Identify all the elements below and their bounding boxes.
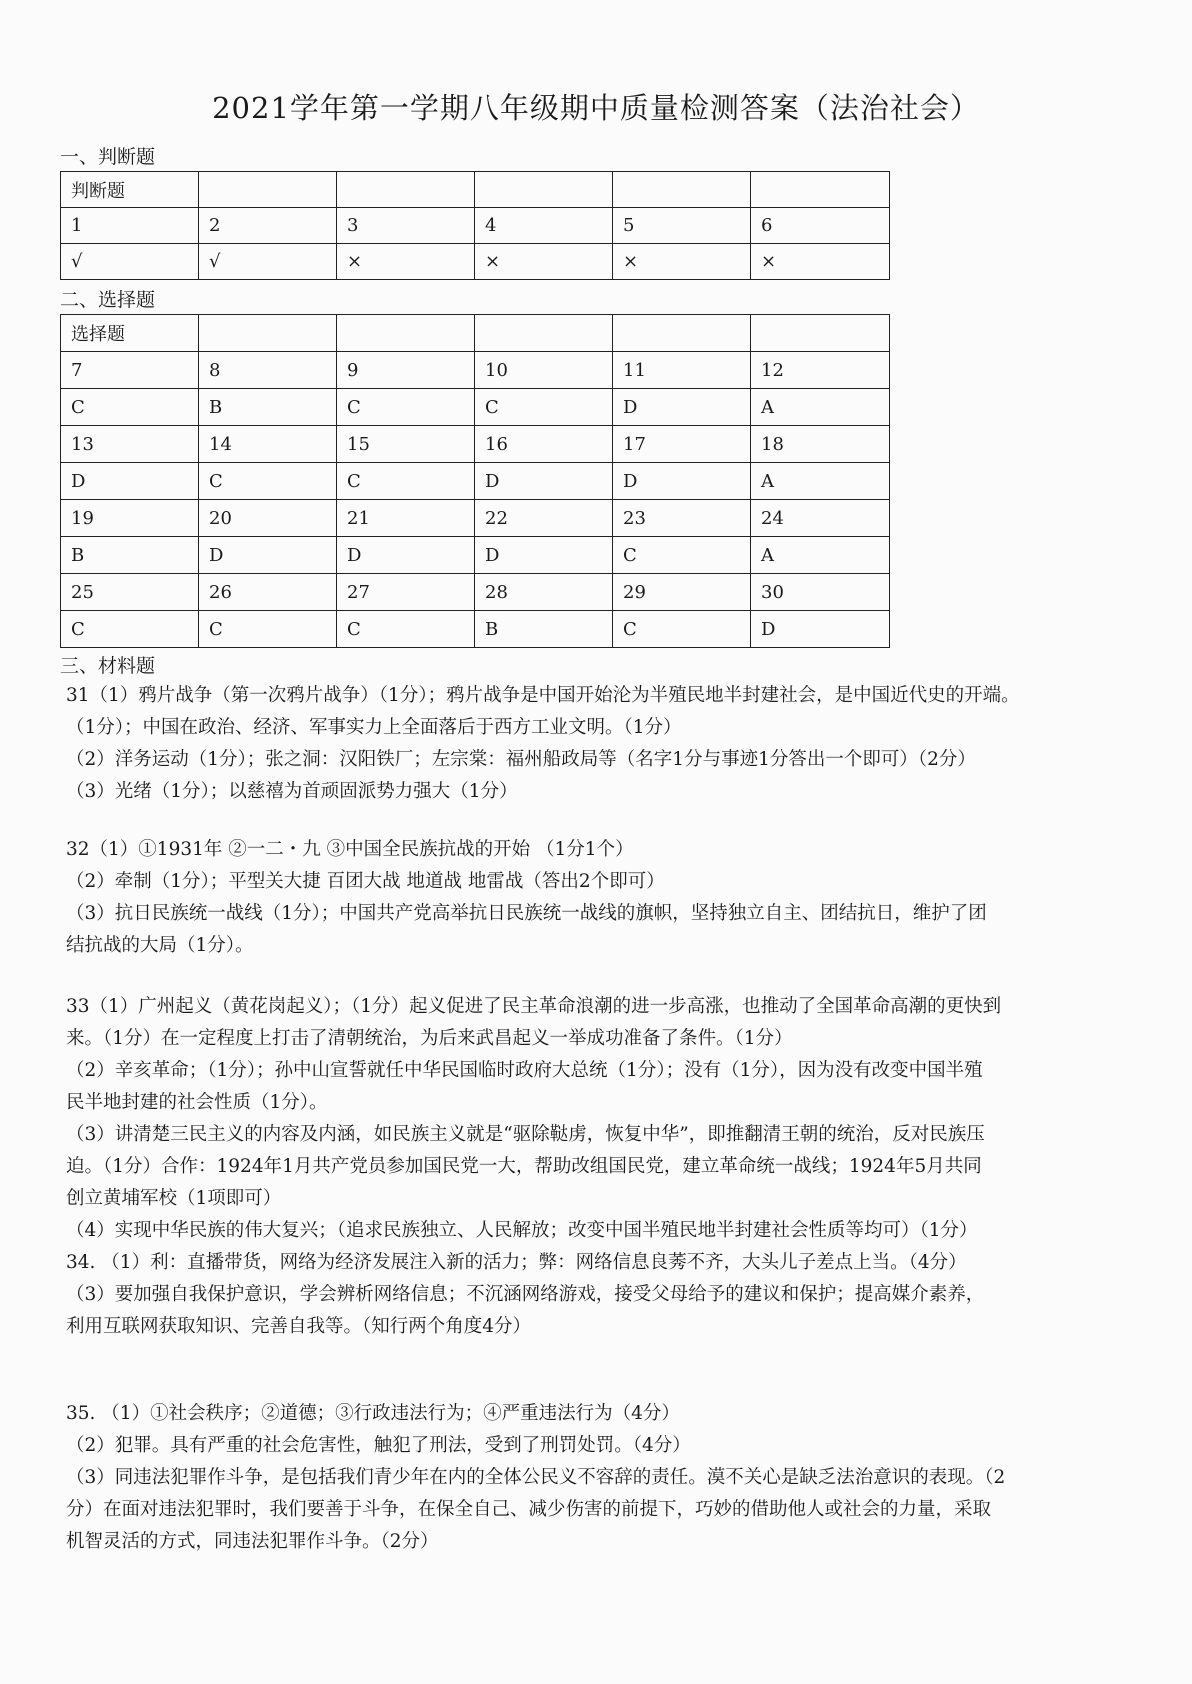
- answer-cell: B: [199, 389, 337, 426]
- question-number: 28: [475, 574, 613, 611]
- answer-cell: C: [61, 611, 199, 648]
- question-number: 5: [613, 208, 751, 244]
- answer-line: （4）实现中华民族的伟大复兴；（追求民族独立、人民解放；改变中国半殖民地半封建社会性质等均可）（1分）: [66, 1220, 978, 1241]
- answer-cell: C: [199, 611, 337, 648]
- answer-cell: ×: [337, 244, 475, 280]
- answer-line: 结抗战的大局（1分）。: [66, 935, 254, 956]
- choice-answer-table: [60, 314, 890, 648]
- question-number-row: [61, 500, 890, 537]
- question-number: 15: [337, 426, 475, 463]
- answer-line: （3）要加强自我保护意识，学会辨析网络信息；不沉涵网络游戏，接受父母给予的建议和保护；提高媒介素养，: [66, 1284, 985, 1305]
- answer-line: 创立黄埔军校（1项即可）: [66, 1188, 282, 1209]
- answer-row: [61, 244, 890, 280]
- answer-cell: √: [199, 244, 337, 280]
- question-number: 23: [613, 500, 751, 537]
- question-number: 10: [475, 352, 613, 389]
- section-heading-judgement: 一、判断题: [60, 146, 156, 168]
- answer-cell: C: [337, 389, 475, 426]
- table-header-row: [61, 172, 890, 208]
- question-number: 16: [475, 426, 613, 463]
- answer-cell: A: [751, 463, 890, 500]
- question-number: 30: [751, 574, 890, 611]
- question-number: 29: [613, 574, 751, 611]
- question-number: 27: [337, 574, 475, 611]
- answer-line: （1分）；中国在政治、经济、军事实力上全面落后于西方工业文明。（1分）: [66, 717, 682, 738]
- question-number-row: [61, 426, 890, 463]
- question-number: 11: [613, 352, 751, 389]
- document-title: 2021学年第一学期八年级期中质量检测答案（法治社会）: [212, 91, 980, 125]
- answer-cell: D: [199, 537, 337, 574]
- question-number-row: [61, 352, 890, 389]
- question-number: 14: [199, 426, 337, 463]
- answer-cell: C: [337, 611, 475, 648]
- question-number: 4: [475, 208, 613, 244]
- answer-33-34-block: [66, 991, 1136, 1343]
- answer-cell: A: [751, 537, 890, 574]
- answer-row: [61, 611, 890, 648]
- answer-cell: D: [337, 537, 475, 574]
- answer-line: 民半地封建的社会性质（1分）。: [66, 1092, 328, 1113]
- question-number: 17: [613, 426, 751, 463]
- answer-line: 机智灵活的方式，同违法犯罪作斗争。（2分）: [66, 1531, 439, 1552]
- answer-cell: ×: [613, 244, 751, 280]
- answer-line: 35. （1）①社会秩序；②道德；③行政违法行为；④严重违法行为（4分）: [66, 1403, 680, 1424]
- answer-line: （3）光绪（1分）；以慈禧为首顽固派势力强大（1分）: [66, 781, 518, 802]
- answer-cell: C: [475, 389, 613, 426]
- table-header-row: [61, 315, 890, 352]
- answer-row: [61, 463, 890, 500]
- answer-line: 32（1）①1931年 ②一二・九 ③中国全民族抗战的开始 （1分1个）: [66, 839, 634, 860]
- answer-cell: √: [61, 244, 199, 280]
- answer-32-block: [66, 834, 1136, 962]
- answer-line: （2）牵制（1分）；平型关大捷 百团大战 地道战 地雷战（答出2个即可）: [66, 871, 665, 892]
- question-number: 8: [199, 352, 337, 389]
- question-number: 9: [337, 352, 475, 389]
- answer-line: 分）在面对违法犯罪时，我们要善于斗争，在保全自己、减少伤害的前提下，巧妙的借助他人或社会的力量，采取: [66, 1499, 992, 1520]
- answer-cell: ×: [751, 244, 890, 280]
- question-number-row: [61, 208, 890, 244]
- answer-cell: C: [337, 463, 475, 500]
- question-number: 2: [199, 208, 337, 244]
- answer-line: （3）讲清楚三民主义的内容及内涵，如民族主义就是“驱除鞑虏，恢复中华”，即推翻清王朝的统治，反对民族压: [66, 1124, 985, 1145]
- answer-row: [61, 389, 890, 426]
- question-number: 26: [199, 574, 337, 611]
- question-number: 7: [61, 352, 199, 389]
- question-number: 20: [199, 500, 337, 537]
- answer-line: 来。（1分）在一定程度上打击了清朝统治，为后来武昌起义一举成功准备了条件。（1分）: [66, 1028, 793, 1049]
- answer-line: 利用互联网获取知识、完善自我等。（知行两个角度4分）: [66, 1316, 532, 1337]
- question-number: 25: [61, 574, 199, 611]
- judgement-answer-table: [60, 171, 890, 280]
- answer-cell: D: [61, 463, 199, 500]
- answer-cell: C: [199, 463, 337, 500]
- answer-line: 33（1）广州起义（黄花岗起义）；（1分）起义促进了民主革命浪潮的进一步高涨，也推动了全国革命高潮的更快到: [66, 996, 1002, 1017]
- answer-cell: D: [475, 463, 613, 500]
- section-heading-material: 三、材料题: [60, 655, 156, 677]
- table-header-cell: 判断题: [61, 172, 199, 208]
- question-number: 13: [61, 426, 199, 463]
- answer-cell: D: [613, 389, 751, 426]
- answer-cell: A: [751, 389, 890, 426]
- answer-line: （3）同违法犯罪作斗争，是包括我们青少年在内的全体公民义不容辞的责任。漠不关心是缺乏法治意识的表现。（2: [66, 1467, 1006, 1488]
- answer-cell: D: [613, 463, 751, 500]
- answer-cell: B: [475, 611, 613, 648]
- question-number: 12: [751, 352, 890, 389]
- answer-line: 34. （1）利：直播带货，网络为经济发展注入新的活力；弊：网络信息良莠不齐，大头儿子差点上当。（4分）: [66, 1252, 967, 1273]
- answer-cell: D: [475, 537, 613, 574]
- question-number-row: [61, 574, 890, 611]
- section-heading-choice: 二、选择题: [60, 289, 156, 311]
- table-header-cell: 选择题: [61, 315, 199, 352]
- question-number: 1: [61, 208, 199, 244]
- answer-cell: D: [751, 611, 890, 648]
- answer-line: 迫。（1分）合作：1924年1月共产党员参加国民党一大，帮助改组国民党，建立革命统一战线；1924年5月共同: [66, 1156, 982, 1177]
- answer-35-block: [66, 1398, 1136, 1558]
- question-number: 24: [751, 500, 890, 537]
- answer-31-block: [66, 680, 1136, 808]
- answer-cell: C: [613, 611, 751, 648]
- answer-cell: C: [613, 537, 751, 574]
- question-number: 21: [337, 500, 475, 537]
- question-number: 19: [61, 500, 199, 537]
- question-number: 3: [337, 208, 475, 244]
- question-number: 6: [751, 208, 890, 244]
- question-number: 18: [751, 426, 890, 463]
- answer-line: （2）犯罪。具有严重的社会危害性，触犯了刑法，受到了刑罚处罚。（4分）: [66, 1435, 691, 1456]
- answer-line: （2）洋务运动（1分）；张之洞：汉阳铁厂；左宗棠：福州船政局等（名字1分与事迹1分答出一个即可）（2分）: [66, 749, 976, 770]
- answer-line: 31（1）鸦片战争（第一次鸦片战争）（1分）；鸦片战争是中国开始沦为半殖民地半封建社会，是中国近代史的开端。: [66, 685, 1020, 706]
- answer-line: （2）辛亥革命；（1分）；孙中山宣誓就任中华民国临时政府大总统（1分）；没有（1分），因为没有改变中国半殖: [66, 1060, 983, 1081]
- answer-cell: B: [61, 537, 199, 574]
- answer-cell: C: [61, 389, 199, 426]
- question-number: 22: [475, 500, 613, 537]
- answer-cell: ×: [475, 244, 613, 280]
- answer-row: [61, 537, 890, 574]
- answer-line: （3）抗日民族统一战线（1分）；中国共产党高举抗日民族统一战线的旗帜，坚持独立自主、团结抗日，维护了团: [66, 903, 987, 924]
